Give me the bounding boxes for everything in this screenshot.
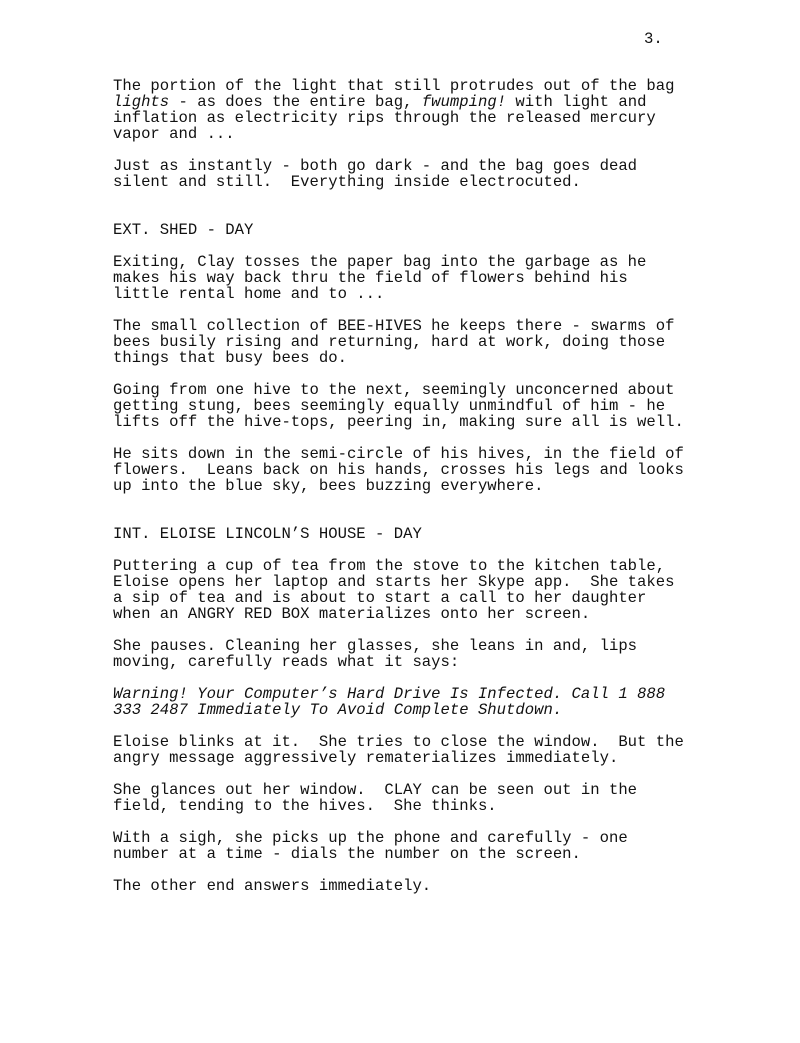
action-line: inflation as electricity rips through the released mercury <box>113 109 656 127</box>
warning-line: Warning! Your Computer’s Hard Drive Is Infected. Call 1 888 <box>113 685 666 703</box>
action-line: vapor and ... <box>113 125 235 143</box>
warning-line: 333 2487 Immediately To Avoid Complete Shutdown. <box>113 701 563 719</box>
action-text: with light and <box>506 93 647 111</box>
action-text: - as does the entire bag, <box>169 93 422 111</box>
action-line: moving, carefully reads what it says: <box>113 653 460 671</box>
action-line: He sits down in the semi-circle of his hives, in the field of <box>113 445 684 463</box>
action-paragraph <box>113 734 713 766</box>
action-line: The small collection of BEE-HIVES he keeps there - swarms of <box>113 317 675 335</box>
action-line: silent and still. Everything inside electrocuted. <box>113 173 581 191</box>
action-line: when an ANGRY RED BOX materializes onto her screen. <box>113 605 591 623</box>
action-line: She pauses. Cleaning her glasses, she leans in and, lips <box>113 637 638 655</box>
emphasis-text: fwumping! <box>421 93 507 111</box>
action-paragraph <box>113 382 713 430</box>
action-line: Just as instantly - both go dark - and the bag goes dead <box>113 157 638 175</box>
action-line: little rental home and to ... <box>113 285 385 303</box>
action-line: She glances out her window. CLAY can be seen out in the <box>113 781 638 799</box>
action-paragraph <box>113 638 713 670</box>
action-paragraph <box>113 254 713 302</box>
action-line: lifts off the hive-tops, peering in, making sure all is well. <box>113 413 684 431</box>
action-line: The portion of the light that still protrudes out of the bag <box>113 77 675 95</box>
action-paragraph <box>113 558 713 622</box>
action-line: things that busy bees do. <box>113 349 347 367</box>
action-line: up into the blue sky, bees buzzing everywhere. <box>113 477 544 495</box>
page-number: 3. <box>644 30 663 48</box>
action-line: getting stung, bees seemingly equally unmindful of him - he <box>113 397 666 415</box>
action-line: With a sigh, she picks up the phone and carefully - one <box>113 829 628 847</box>
action-line: Eloise opens her laptop and starts her Skype app. She takes <box>113 573 675 591</box>
emphasis-text: lights <box>113 93 170 111</box>
action-paragraph <box>113 158 713 190</box>
action-paragraph <box>113 78 713 142</box>
scene-heading: INT. ELOISE LINCOLN’S HOUSE - DAY <box>113 525 422 543</box>
action-line: makes his way back thru the field of flowers behind his <box>113 269 628 287</box>
script-body <box>113 78 713 910</box>
action-line: a sip of tea and is about to start a call to her daughter <box>113 589 647 607</box>
action-line: The other end answers immediately. <box>113 877 432 895</box>
action-line: bees busily rising and returning, hard at work, doing those <box>113 333 666 351</box>
action-line: number at a time - dials the number on the screen. <box>113 845 581 863</box>
action-paragraph <box>113 318 713 366</box>
action-line: flowers. Leans back on his hands, crosses his legs and looks <box>113 461 684 479</box>
action-line: Eloise blinks at it. She tries to close the window. But the <box>113 733 684 751</box>
scene-heading: EXT. SHED - DAY <box>113 221 254 239</box>
action-line: Puttering a cup of tea from the stove to the kitchen table, <box>113 557 666 575</box>
action-paragraph <box>113 446 713 494</box>
action-paragraph <box>113 878 713 894</box>
action-line: angry message aggressively rematerializes immediately. <box>113 749 619 767</box>
action-line <box>113 94 713 110</box>
action-paragraph <box>113 830 713 862</box>
warning-text-paragraph <box>113 686 713 718</box>
action-paragraph <box>113 782 713 814</box>
action-line: Exiting, Clay tosses the paper bag into the garbage as he <box>113 253 647 271</box>
action-line: field, tending to the hives. She thinks. <box>113 797 497 815</box>
action-line: Going from one hive to the next, seemingly unconcerned about <box>113 381 675 399</box>
